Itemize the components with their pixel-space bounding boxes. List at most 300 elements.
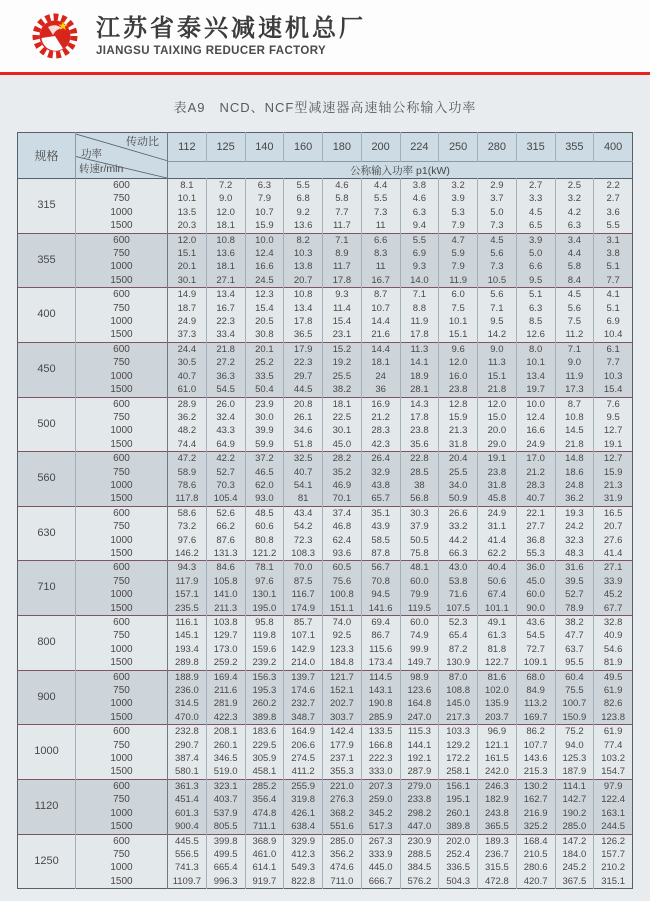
value-cell: 11.3 — [400, 342, 439, 356]
value-cell: 2.5 — [555, 179, 594, 193]
value-cell: 5.1 — [516, 288, 555, 302]
value-cell: 60.5 — [323, 561, 362, 575]
value-cell: 420.7 — [516, 875, 555, 889]
value-cell: 22.3 — [284, 356, 323, 369]
spec-cell: 450 — [18, 342, 76, 397]
value-cell: 122.4 — [594, 793, 633, 806]
value-cell: 2.9 — [478, 179, 517, 193]
value-cell: 68.0 — [516, 670, 555, 684]
value-cell: 325.2 — [516, 820, 555, 834]
value-cell: 27.2 — [206, 356, 245, 369]
value-cell: 105.8 — [206, 575, 245, 588]
value-cell: 121.1 — [478, 739, 517, 752]
value-cell: 157.7 — [594, 848, 633, 861]
value-cell: 172.2 — [439, 752, 478, 765]
value-cell: 36.2 — [168, 411, 207, 424]
value-cell: 30.3 — [400, 506, 439, 520]
value-cell: 164.9 — [284, 725, 323, 739]
speed-cell: 1500 — [76, 656, 168, 670]
speed-cell: 750 — [76, 739, 168, 752]
value-cell: 45.8 — [478, 492, 517, 506]
value-cell: 21.2 — [361, 411, 400, 424]
spec-group-800 — [18, 616, 633, 671]
value-cell: 13.6 — [284, 219, 323, 233]
value-cell: 319.8 — [284, 793, 323, 806]
value-cell: 82.6 — [594, 697, 633, 710]
value-cell: 3.3 — [516, 192, 555, 205]
value-cell: 173.4 — [361, 656, 400, 670]
speed-cell: 750 — [76, 192, 168, 205]
value-cell: 5.6 — [478, 247, 517, 260]
value-cell: 445.0 — [361, 861, 400, 874]
data-row — [18, 342, 633, 356]
speed-cell: 600 — [76, 233, 168, 247]
value-cell: 470.0 — [168, 711, 207, 725]
value-cell: 109.1 — [516, 656, 555, 670]
value-cell: 30.1 — [323, 424, 362, 437]
value-cell: 10.0 — [245, 233, 284, 247]
value-cell: 50.4 — [245, 383, 284, 397]
value-cell: 7.3 — [478, 219, 517, 233]
value-cell: 13.6 — [206, 247, 245, 260]
value-cell: 166.8 — [361, 739, 400, 752]
speed-cell: 750 — [76, 302, 168, 315]
value-cell: 123.8 — [594, 711, 633, 725]
value-cell: 305.9 — [245, 752, 284, 765]
value-cell: 6.9 — [594, 315, 633, 328]
value-cell: 33.5 — [245, 370, 284, 383]
value-cell: 79.9 — [400, 588, 439, 601]
value-cell: 5.5 — [594, 219, 633, 233]
spec-group-400 — [18, 288, 633, 343]
data-row — [18, 861, 633, 874]
speed-cell: 750 — [76, 356, 168, 369]
value-cell: 195.1 — [439, 793, 478, 806]
value-cell: 9.6 — [439, 342, 478, 356]
speed-cell: 1500 — [76, 492, 168, 506]
value-cell: 73.2 — [168, 520, 207, 533]
value-cell: 474.6 — [323, 861, 362, 874]
value-cell: 259.0 — [361, 793, 400, 806]
value-cell: 7.3 — [478, 260, 517, 273]
spec-group-315 — [18, 179, 633, 234]
value-cell: 289.8 — [168, 656, 207, 670]
value-cell: 70.1 — [323, 492, 362, 506]
data-row — [18, 370, 633, 383]
value-cell: 40.7 — [516, 492, 555, 506]
value-cell: 15.4 — [594, 383, 633, 397]
value-cell: 3.2 — [439, 179, 478, 193]
value-cell: 40.4 — [478, 561, 517, 575]
value-cell: 23.8 — [478, 466, 517, 479]
value-cell: 11 — [361, 219, 400, 233]
value-cell: 222.3 — [361, 752, 400, 765]
value-cell: 97.6 — [168, 534, 207, 547]
value-cell: 822.8 — [284, 875, 323, 889]
spec-cell: 560 — [18, 452, 76, 507]
value-cell: 74.0 — [323, 616, 362, 630]
data-row — [18, 793, 633, 806]
value-cell: 711.0 — [323, 875, 362, 889]
value-cell: 75.8 — [400, 547, 439, 561]
data-row — [18, 315, 633, 328]
value-cell: 190.8 — [361, 697, 400, 710]
value-cell: 210.2 — [594, 861, 633, 874]
value-cell: 11.7 — [323, 260, 362, 273]
value-cell: 14.0 — [400, 274, 439, 288]
value-cell: 10.1 — [516, 356, 555, 369]
value-cell: 30.0 — [245, 411, 284, 424]
value-cell: 195.3 — [245, 684, 284, 697]
data-row — [18, 520, 633, 533]
speed-cell: 750 — [76, 247, 168, 260]
value-cell: 4.5 — [516, 206, 555, 219]
data-row — [18, 561, 633, 575]
value-cell: 54.5 — [206, 383, 245, 397]
value-cell: 519.0 — [206, 765, 245, 779]
value-cell: 16.0 — [439, 370, 478, 383]
value-cell: 36.3 — [206, 370, 245, 383]
spec-group-500 — [18, 397, 633, 452]
value-cell: 20.7 — [284, 274, 323, 288]
value-cell: 74.9 — [400, 629, 439, 642]
value-cell: 5.6 — [478, 288, 517, 302]
spec-group-355 — [18, 233, 633, 288]
value-cell: 9.3 — [400, 260, 439, 273]
value-cell: 504.3 — [439, 875, 478, 889]
value-cell: 252.4 — [439, 848, 478, 861]
value-cell: 15.1 — [478, 370, 517, 383]
value-cell: 15.4 — [323, 315, 362, 328]
value-cell: 2.2 — [594, 179, 633, 193]
value-cell: 84.6 — [206, 561, 245, 575]
data-row — [18, 711, 633, 725]
value-cell: 147.2 — [555, 834, 594, 848]
value-cell: 389.8 — [439, 820, 478, 834]
value-cell: 12.3 — [245, 288, 284, 302]
value-cell: 4.2 — [555, 206, 594, 219]
value-cell: 8.0 — [516, 342, 555, 356]
value-cell: 387.4 — [168, 752, 207, 765]
value-cell: 43.9 — [361, 520, 400, 533]
value-cell: 17.8 — [284, 315, 323, 328]
value-cell: 3.2 — [555, 192, 594, 205]
value-cell: 614.1 — [245, 861, 284, 874]
value-cell: 20.7 — [594, 520, 633, 533]
value-cell: 16.9 — [361, 397, 400, 411]
value-cell: 20.0 — [478, 424, 517, 437]
value-cell: 145.0 — [439, 697, 478, 710]
value-cell: 48.5 — [245, 506, 284, 520]
value-cell: 117.8 — [168, 492, 207, 506]
value-cell: 21.8 — [478, 383, 517, 397]
value-cell: 461.0 — [245, 848, 284, 861]
value-cell: 78.9 — [555, 602, 594, 616]
data-row — [18, 820, 633, 834]
ratio-header: 200 — [361, 133, 400, 162]
data-row — [18, 356, 633, 369]
value-cell: 315.5 — [478, 861, 517, 874]
value-cell: 95.8 — [245, 616, 284, 630]
value-cell: 5.5 — [284, 179, 323, 193]
value-cell: 11 — [361, 260, 400, 273]
value-cell: 214.0 — [284, 656, 323, 670]
value-cell: 25.5 — [439, 466, 478, 479]
value-cell: 298.2 — [400, 807, 439, 820]
value-cell: 102.0 — [478, 684, 517, 697]
value-cell: 17.9 — [284, 342, 323, 356]
value-cell: 65.7 — [361, 492, 400, 506]
value-cell: 157.1 — [168, 588, 207, 601]
value-cell: 919.7 — [245, 875, 284, 889]
ratio-header: 355 — [555, 133, 594, 162]
ratio-header: 140 — [245, 133, 284, 162]
value-cell: 14.8 — [555, 452, 594, 466]
value-cell: 403.7 — [206, 793, 245, 806]
value-cell: 48.2 — [168, 424, 207, 437]
value-cell: 741.3 — [168, 861, 207, 874]
data-row — [18, 534, 633, 547]
value-cell: 151.1 — [323, 602, 362, 616]
value-cell: 3.9 — [439, 192, 478, 205]
value-cell: 7.7 — [594, 356, 633, 369]
value-cell: 576.2 — [400, 875, 439, 889]
value-cell: 19.1 — [478, 452, 517, 466]
value-cell: 20.1 — [168, 260, 207, 273]
value-cell: 58.5 — [361, 534, 400, 547]
value-cell: 41.4 — [594, 547, 633, 561]
value-cell: 122.7 — [478, 656, 517, 670]
value-cell: 6.8 — [284, 192, 323, 205]
data-row — [18, 725, 633, 739]
value-cell: 14.2 — [478, 328, 517, 342]
value-cell: 17.3 — [555, 383, 594, 397]
ratio-row — [18, 133, 633, 162]
value-cell: 149.7 — [400, 656, 439, 670]
data-row — [18, 739, 633, 752]
value-cell: 12.4 — [516, 411, 555, 424]
value-cell: 11.3 — [478, 356, 517, 369]
value-cell: 67.7 — [594, 602, 633, 616]
data-row — [18, 875, 633, 889]
value-cell: 9.5 — [478, 315, 517, 328]
value-cell: 16.5 — [594, 506, 633, 520]
value-cell: 125.3 — [555, 752, 594, 765]
value-cell: 61.9 — [594, 725, 633, 739]
value-cell: 143.6 — [516, 752, 555, 765]
data-row — [18, 192, 633, 205]
value-cell: 8.7 — [555, 397, 594, 411]
value-cell: 2.7 — [516, 179, 555, 193]
value-cell: 56.8 — [400, 492, 439, 506]
spec-group-710 — [18, 561, 633, 616]
value-cell: 20.5 — [245, 315, 284, 328]
speed-cell: 750 — [76, 793, 168, 806]
value-cell: 21.6 — [361, 328, 400, 342]
value-cell: 6.0 — [439, 288, 478, 302]
value-cell: 38.2 — [323, 383, 362, 397]
value-cell: 39.5 — [555, 575, 594, 588]
data-row — [18, 643, 633, 656]
value-cell: 426.1 — [284, 807, 323, 820]
data-row — [18, 588, 633, 601]
value-cell: 5.1 — [594, 302, 633, 315]
spec-cell: 710 — [18, 561, 76, 616]
value-cell: 239.2 — [245, 656, 284, 670]
value-cell: 14.1 — [400, 356, 439, 369]
value-cell: 115.3 — [400, 725, 439, 739]
speed-cell: 1000 — [76, 534, 168, 547]
value-cell: 8.2 — [284, 233, 323, 247]
value-cell: 25.5 — [323, 370, 362, 383]
value-cell: 59.9 — [245, 438, 284, 452]
value-cell: 123.3 — [323, 643, 362, 656]
data-row — [18, 629, 633, 642]
value-cell: 10.4 — [594, 328, 633, 342]
factory-gear-logo-icon — [28, 9, 82, 63]
value-cell: 9.4 — [400, 219, 439, 233]
speed-cell: 600 — [76, 779, 168, 793]
value-cell: 193.4 — [168, 643, 207, 656]
value-cell: 4.7 — [439, 233, 478, 247]
spec-cell: 900 — [18, 670, 76, 725]
value-cell: 43.0 — [439, 561, 478, 575]
value-cell: 8.3 — [361, 247, 400, 260]
document-body — [0, 75, 650, 901]
value-cell: 333.9 — [361, 848, 400, 861]
value-cell: 45.2 — [594, 588, 633, 601]
value-cell: 996.3 — [206, 875, 245, 889]
value-cell: 3.6 — [594, 206, 633, 219]
value-cell: 17.0 — [516, 452, 555, 466]
value-cell: 11.9 — [555, 370, 594, 383]
speed-cell: 600 — [76, 342, 168, 356]
value-cell: 26.6 — [439, 506, 478, 520]
value-cell: 6.6 — [361, 233, 400, 247]
value-cell: 7.1 — [323, 233, 362, 247]
speed-cell: 1500 — [76, 383, 168, 397]
value-cell: 97.9 — [594, 779, 633, 793]
data-row — [18, 397, 633, 411]
value-cell: 15.9 — [245, 219, 284, 233]
value-cell: 280.6 — [516, 861, 555, 874]
value-cell: 81.9 — [594, 656, 633, 670]
value-cell: 11.2 — [555, 328, 594, 342]
value-cell: 51.8 — [284, 438, 323, 452]
value-cell: 100.7 — [555, 697, 594, 710]
spec-cell: 1120 — [18, 779, 76, 834]
value-cell: 55.3 — [516, 547, 555, 561]
value-cell: 7.3 — [361, 206, 400, 219]
ratio-header: 315 — [516, 133, 555, 162]
value-cell: 58.9 — [168, 466, 207, 479]
value-cell: 93.0 — [245, 492, 284, 506]
speed-cell: 600 — [76, 452, 168, 466]
ratio-header: 400 — [594, 133, 633, 162]
value-cell: 42.3 — [361, 438, 400, 452]
value-cell: 90.0 — [516, 602, 555, 616]
value-cell: 182.9 — [478, 793, 517, 806]
value-cell: 384.5 — [400, 861, 439, 874]
value-cell: 5.3 — [439, 206, 478, 219]
value-cell: 40.7 — [168, 370, 207, 383]
value-cell: 15.2 — [323, 342, 362, 356]
value-cell: 288.5 — [400, 848, 439, 861]
value-cell: 10.1 — [439, 315, 478, 328]
value-cell: 207.3 — [361, 779, 400, 793]
value-cell: 356.2 — [323, 848, 362, 861]
value-cell: 16.6 — [516, 424, 555, 437]
value-cell: 10.0 — [516, 397, 555, 411]
value-cell: 28.9 — [168, 397, 207, 411]
value-cell: 6.3 — [245, 179, 284, 193]
value-cell: 36.2 — [555, 492, 594, 506]
value-cell: 211.6 — [206, 684, 245, 697]
value-cell: 10.3 — [594, 370, 633, 383]
data-row — [18, 547, 633, 561]
value-cell: 232.8 — [168, 725, 207, 739]
value-cell: 8.7 — [361, 288, 400, 302]
value-cell: 255.9 — [284, 779, 323, 793]
speed-cell: 600 — [76, 288, 168, 302]
value-cell: 14.3 — [400, 397, 439, 411]
value-cell: 130.1 — [245, 588, 284, 601]
speed-cell: 1500 — [76, 875, 168, 889]
value-cell: 221.0 — [323, 779, 362, 793]
value-cell: 60.4 — [555, 670, 594, 684]
speed-cell: 1000 — [76, 260, 168, 273]
value-cell: 40.9 — [594, 629, 633, 642]
value-cell: 54.1 — [284, 479, 323, 492]
speed-cell: 1500 — [76, 274, 168, 288]
value-cell: 62.0 — [245, 479, 284, 492]
speed-cell: 750 — [76, 848, 168, 861]
value-cell: 86.7 — [361, 629, 400, 642]
value-cell: 7.1 — [555, 342, 594, 356]
value-cell: 116.7 — [284, 588, 323, 601]
value-cell: 169.7 — [516, 711, 555, 725]
value-cell: 11.9 — [439, 274, 478, 288]
value-cell: 9.0 — [478, 342, 517, 356]
value-cell: 458.1 — [245, 765, 284, 779]
ratio-corner-label: 传动比 — [126, 136, 159, 148]
value-cell: 16.6 — [245, 260, 284, 273]
value-cell: 3.9 — [516, 233, 555, 247]
value-cell: 18.9 — [400, 370, 439, 383]
value-cell: 666.7 — [361, 875, 400, 889]
ratio-header: 112 — [168, 133, 207, 162]
value-cell: 60.0 — [400, 575, 439, 588]
value-cell: 12.4 — [245, 247, 284, 260]
value-cell: 26.4 — [361, 452, 400, 466]
value-cell: 66.2 — [206, 520, 245, 533]
value-cell: 14.4 — [361, 315, 400, 328]
value-cell: 4.6 — [323, 179, 362, 193]
value-cell: 20.1 — [245, 342, 284, 356]
table-head — [18, 133, 633, 179]
value-cell: 72.7 — [516, 643, 555, 656]
value-cell: 87.6 — [206, 534, 245, 547]
value-cell: 69.4 — [361, 616, 400, 630]
data-row — [18, 260, 633, 273]
value-cell: 260.2 — [245, 697, 284, 710]
speed-cell: 600 — [76, 616, 168, 630]
value-cell: 103.3 — [439, 725, 478, 739]
spec-group-560 — [18, 452, 633, 507]
value-cell: 33.4 — [206, 328, 245, 342]
value-cell: 192.1 — [400, 752, 439, 765]
value-cell: 62.2 — [478, 547, 517, 561]
